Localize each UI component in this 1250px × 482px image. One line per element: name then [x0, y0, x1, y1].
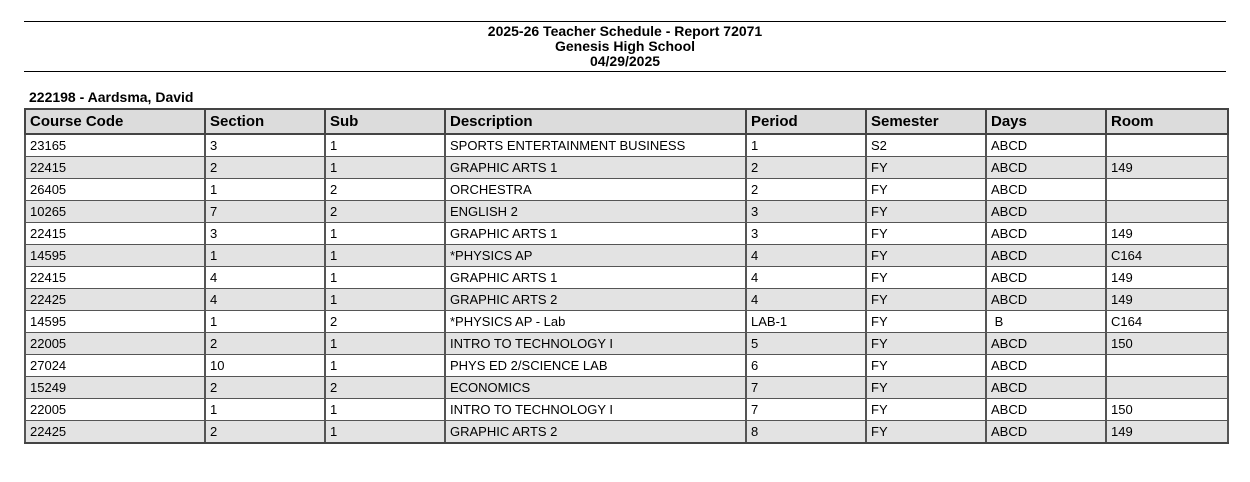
cell-description: INTRO TO TECHNOLOGY I [445, 333, 746, 355]
cell-room [1106, 377, 1228, 399]
cell-sub: 2 [325, 201, 445, 223]
cell-course-code: 15249 [25, 377, 205, 399]
cell-section: 1 [205, 311, 325, 333]
cell-days: ABCD [986, 201, 1106, 223]
cell-room: 150 [1106, 333, 1228, 355]
cell-days: ABCD [986, 157, 1106, 179]
cell-semester: FY [866, 245, 986, 267]
cell-days: ABCD [986, 134, 1106, 157]
cell-sub: 1 [325, 245, 445, 267]
cell-description: ORCHESTRA [445, 179, 746, 201]
cell-section: 2 [205, 377, 325, 399]
cell-section: 7 [205, 201, 325, 223]
cell-course-code: 14595 [25, 245, 205, 267]
cell-days: ABCD [986, 333, 1106, 355]
cell-course-code: 14595 [25, 311, 205, 333]
cell-room: 150 [1106, 399, 1228, 421]
cell-period: 6 [746, 355, 866, 377]
cell-period: 4 [746, 245, 866, 267]
cell-section: 3 [205, 223, 325, 245]
cell-course-code: 22425 [25, 289, 205, 311]
cell-description: GRAPHIC ARTS 1 [445, 223, 746, 245]
table-row [25, 399, 1228, 421]
cell-sub: 2 [325, 179, 445, 201]
cell-description: ENGLISH 2 [445, 201, 746, 223]
cell-semester: FY [866, 289, 986, 311]
cell-section: 4 [205, 267, 325, 289]
column-header-sub: Sub [325, 109, 445, 134]
school-name: Genesis High School [554, 38, 696, 54]
cell-semester: FY [866, 267, 986, 289]
cell-semester: FY [866, 179, 986, 201]
cell-room: 149 [1106, 157, 1228, 179]
column-header-description: Description [445, 109, 746, 134]
cell-days: ABCD [986, 245, 1106, 267]
cell-course-code: 22415 [25, 223, 205, 245]
cell-room: 149 [1106, 223, 1228, 245]
cell-description: ECONOMICS [445, 377, 746, 399]
cell-days: B [986, 311, 1106, 333]
table-row [25, 201, 1228, 223]
cell-period: 4 [746, 289, 866, 311]
header-bottom-rule [24, 71, 1226, 72]
table-row [25, 311, 1228, 333]
schedule-table [24, 108, 1229, 444]
table-row [25, 245, 1228, 267]
cell-section: 1 [205, 399, 325, 421]
table-row [25, 223, 1228, 245]
cell-period: 2 [746, 157, 866, 179]
column-header-course-code: Course Code [25, 109, 205, 134]
column-header-room: Room [1106, 109, 1228, 134]
cell-semester: FY [866, 201, 986, 223]
cell-semester: FY [866, 223, 986, 245]
cell-semester: FY [866, 311, 986, 333]
cell-room: 149 [1106, 267, 1228, 289]
cell-course-code: 22425 [25, 421, 205, 444]
column-header-section: Section [205, 109, 325, 134]
report-header [24, 24, 1226, 69]
cell-description: SPORTS ENTERTAINMENT BUSINESS [445, 134, 746, 157]
cell-days: ABCD [986, 421, 1106, 444]
cell-room [1106, 355, 1228, 377]
cell-semester: FY [866, 355, 986, 377]
cell-section: 2 [205, 333, 325, 355]
cell-description: GRAPHIC ARTS 1 [445, 267, 746, 289]
cell-semester: FY [866, 399, 986, 421]
cell-description: GRAPHIC ARTS 2 [445, 421, 746, 444]
cell-sub: 1 [325, 134, 445, 157]
table-row [25, 289, 1228, 311]
teacher-name: 222198 - Aardsma, David [29, 89, 194, 105]
cell-period: 1 [746, 134, 866, 157]
cell-period: 5 [746, 333, 866, 355]
cell-course-code: 27024 [25, 355, 205, 377]
cell-section: 4 [205, 289, 325, 311]
cell-semester: S2 [866, 134, 986, 157]
cell-course-code: 22005 [25, 399, 205, 421]
report-title: 2025-26 Teacher Schedule - Report 72071 [487, 23, 763, 39]
cell-sub: 1 [325, 267, 445, 289]
column-header-period: Period [746, 109, 866, 134]
cell-sub: 1 [325, 421, 445, 444]
cell-period: 2 [746, 179, 866, 201]
cell-course-code: 26405 [25, 179, 205, 201]
cell-section: 2 [205, 421, 325, 444]
cell-sub: 2 [325, 311, 445, 333]
report-date: 04/29/2025 [589, 53, 661, 69]
cell-sub: 1 [325, 333, 445, 355]
cell-period: LAB-1 [746, 311, 866, 333]
cell-semester: FY [866, 377, 986, 399]
cell-semester: FY [866, 333, 986, 355]
cell-course-code: 23165 [25, 134, 205, 157]
cell-room: C164 [1106, 311, 1228, 333]
table-row [25, 179, 1228, 201]
cell-days: ABCD [986, 377, 1106, 399]
cell-sub: 2 [325, 377, 445, 399]
cell-period: 3 [746, 223, 866, 245]
cell-section: 1 [205, 245, 325, 267]
cell-section: 3 [205, 134, 325, 157]
cell-room [1106, 134, 1228, 157]
cell-section: 2 [205, 157, 325, 179]
cell-period: 3 [746, 201, 866, 223]
table-row [25, 377, 1228, 399]
cell-days: ABCD [986, 355, 1106, 377]
cell-room: 149 [1106, 421, 1228, 444]
header-top-rule [24, 21, 1226, 22]
cell-course-code: 22415 [25, 157, 205, 179]
cell-sub: 1 [325, 223, 445, 245]
table-row [25, 157, 1228, 179]
cell-description: PHYS ED 2/SCIENCE LAB [445, 355, 746, 377]
cell-section: 10 [205, 355, 325, 377]
cell-course-code: 10265 [25, 201, 205, 223]
table-row [25, 333, 1228, 355]
cell-days: ABCD [986, 179, 1106, 201]
cell-room: 149 [1106, 289, 1228, 311]
cell-sub: 1 [325, 289, 445, 311]
cell-course-code: 22005 [25, 333, 205, 355]
cell-days: ABCD [986, 289, 1106, 311]
table-row [25, 134, 1228, 157]
cell-room [1106, 201, 1228, 223]
cell-days: ABCD [986, 223, 1106, 245]
cell-sub: 1 [325, 355, 445, 377]
cell-course-code: 22415 [25, 267, 205, 289]
cell-description: INTRO TO TECHNOLOGY I [445, 399, 746, 421]
column-header-semester: Semester [866, 109, 986, 134]
cell-room: C164 [1106, 245, 1228, 267]
cell-period: 7 [746, 377, 866, 399]
table-row [25, 421, 1228, 444]
column-header-days: Days [986, 109, 1106, 134]
header-row [25, 109, 1228, 134]
cell-sub: 1 [325, 157, 445, 179]
cell-semester: FY [866, 157, 986, 179]
cell-description: GRAPHIC ARTS 2 [445, 289, 746, 311]
table-row [25, 355, 1228, 377]
cell-section: 1 [205, 179, 325, 201]
cell-description: *PHYSICS AP - Lab [445, 311, 746, 333]
cell-room [1106, 179, 1228, 201]
cell-days: ABCD [986, 399, 1106, 421]
cell-description: *PHYSICS AP [445, 245, 746, 267]
cell-period: 4 [746, 267, 866, 289]
cell-period: 8 [746, 421, 866, 444]
cell-days: ABCD [986, 267, 1106, 289]
cell-sub: 1 [325, 399, 445, 421]
cell-description: GRAPHIC ARTS 1 [445, 157, 746, 179]
cell-semester: FY [866, 421, 986, 444]
cell-period: 7 [746, 399, 866, 421]
table-row [25, 267, 1228, 289]
